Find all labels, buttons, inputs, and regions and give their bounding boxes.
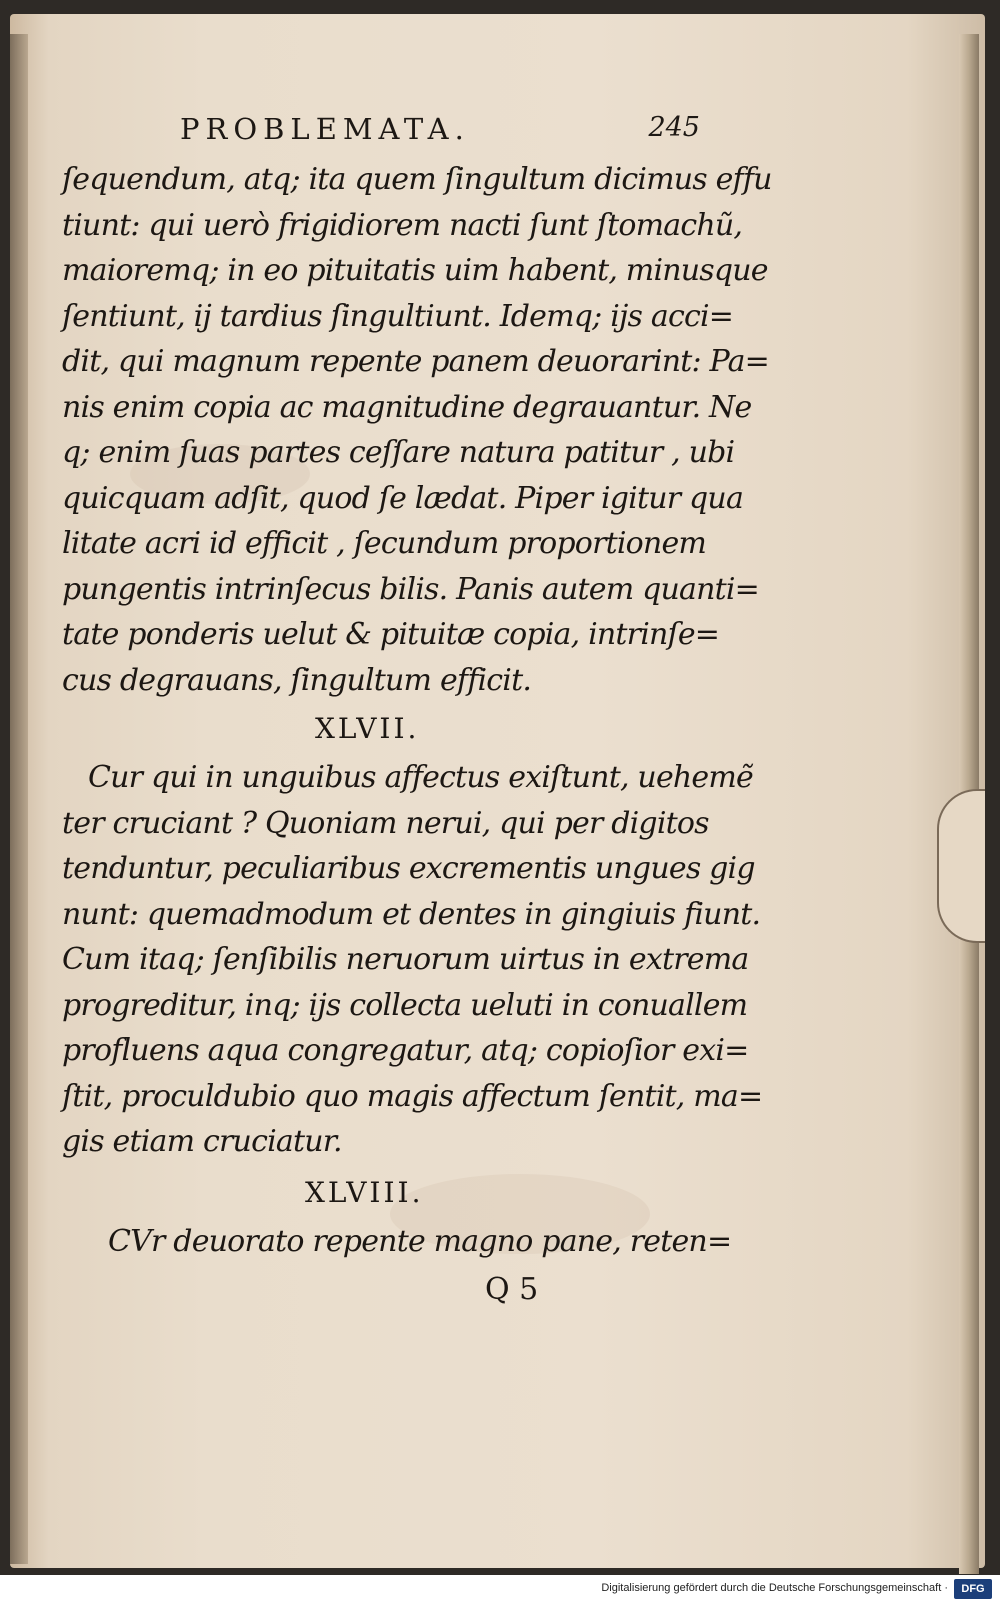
text-line: litate acri id efficit , ſecundum proportionem bbox=[62, 526, 707, 561]
text-line: Cum itaq; ſenſibilis neruorum uirtus in extrema bbox=[62, 942, 749, 977]
gutter-edge bbox=[10, 34, 28, 1564]
running-head-title: PROBLEMATA. bbox=[180, 112, 470, 146]
text-line: pungentis intrinſecus bilis. Panis autem quanti= bbox=[62, 572, 759, 607]
text-line: nunt: quemadmodum et dentes in gingiuis fiunt. bbox=[62, 897, 761, 932]
text-line: quicquam adſit, quod ſe lædat. Piper igitur qua bbox=[62, 481, 744, 516]
text-line: progreditur, inq; ijs collecta ueluti in conuallem bbox=[62, 988, 748, 1023]
text-line: gis etiam cruciatur. bbox=[62, 1124, 342, 1159]
running-head bbox=[180, 112, 700, 152]
text-line: profluens aqua congregatur, atq; copioſior exi= bbox=[62, 1033, 749, 1068]
text-line: ſequendum, atq; ita quem ſingultum dicimus effu bbox=[62, 162, 772, 197]
section-heading: XLVII. bbox=[315, 712, 420, 745]
text-line: Cur qui in unguibus affectus exiſtunt, uehemẽ bbox=[88, 760, 753, 795]
page-tab-marker bbox=[937, 789, 985, 943]
footer-credit: Digitalisierung gefördert durch die Deutsche Forschungsgemeinschaft · bbox=[601, 1582, 948, 1594]
text-line: q; enim ſuas partes ceſſare natura patitur , ubi bbox=[62, 435, 735, 470]
text-line: cus degrauans, ſingultum efficit. bbox=[62, 663, 532, 698]
text-line: CVr deuorato repente magno pane, reten= bbox=[108, 1224, 732, 1259]
section-heading: XLVIII. bbox=[305, 1176, 424, 1209]
text-line: ſtit, proculdubio quo magis affectum ſentit, ma= bbox=[62, 1079, 763, 1114]
text-line: ter cruciant ? Quoniam nerui, qui per digitos bbox=[62, 806, 709, 841]
text-line: tiunt: qui uerò frigidiorem nacti ſunt ſtomachũ, bbox=[62, 208, 743, 243]
text-line: maioremq; in eo pituitatis uim habent, minusque bbox=[62, 253, 768, 288]
text-line: tate ponderis uelut & pituitæ copia, intrinſe= bbox=[62, 617, 720, 652]
text-line: ſentiunt, ij tardius ſingultiunt. Idemq; ijs acci= bbox=[62, 299, 734, 334]
text-line: dit, qui magnum repente panem deuorarint: Pa= bbox=[62, 344, 769, 379]
text-line: nis enim copia ac magnitudine degrauantur. Ne bbox=[62, 390, 752, 425]
signature-mark: Q 5 bbox=[485, 1272, 539, 1307]
page-number: 245 bbox=[648, 112, 700, 143]
dfg-logo: DFG bbox=[954, 1579, 992, 1599]
text-line: tenduntur, peculiaribus excrementis ungues gig bbox=[62, 851, 755, 886]
